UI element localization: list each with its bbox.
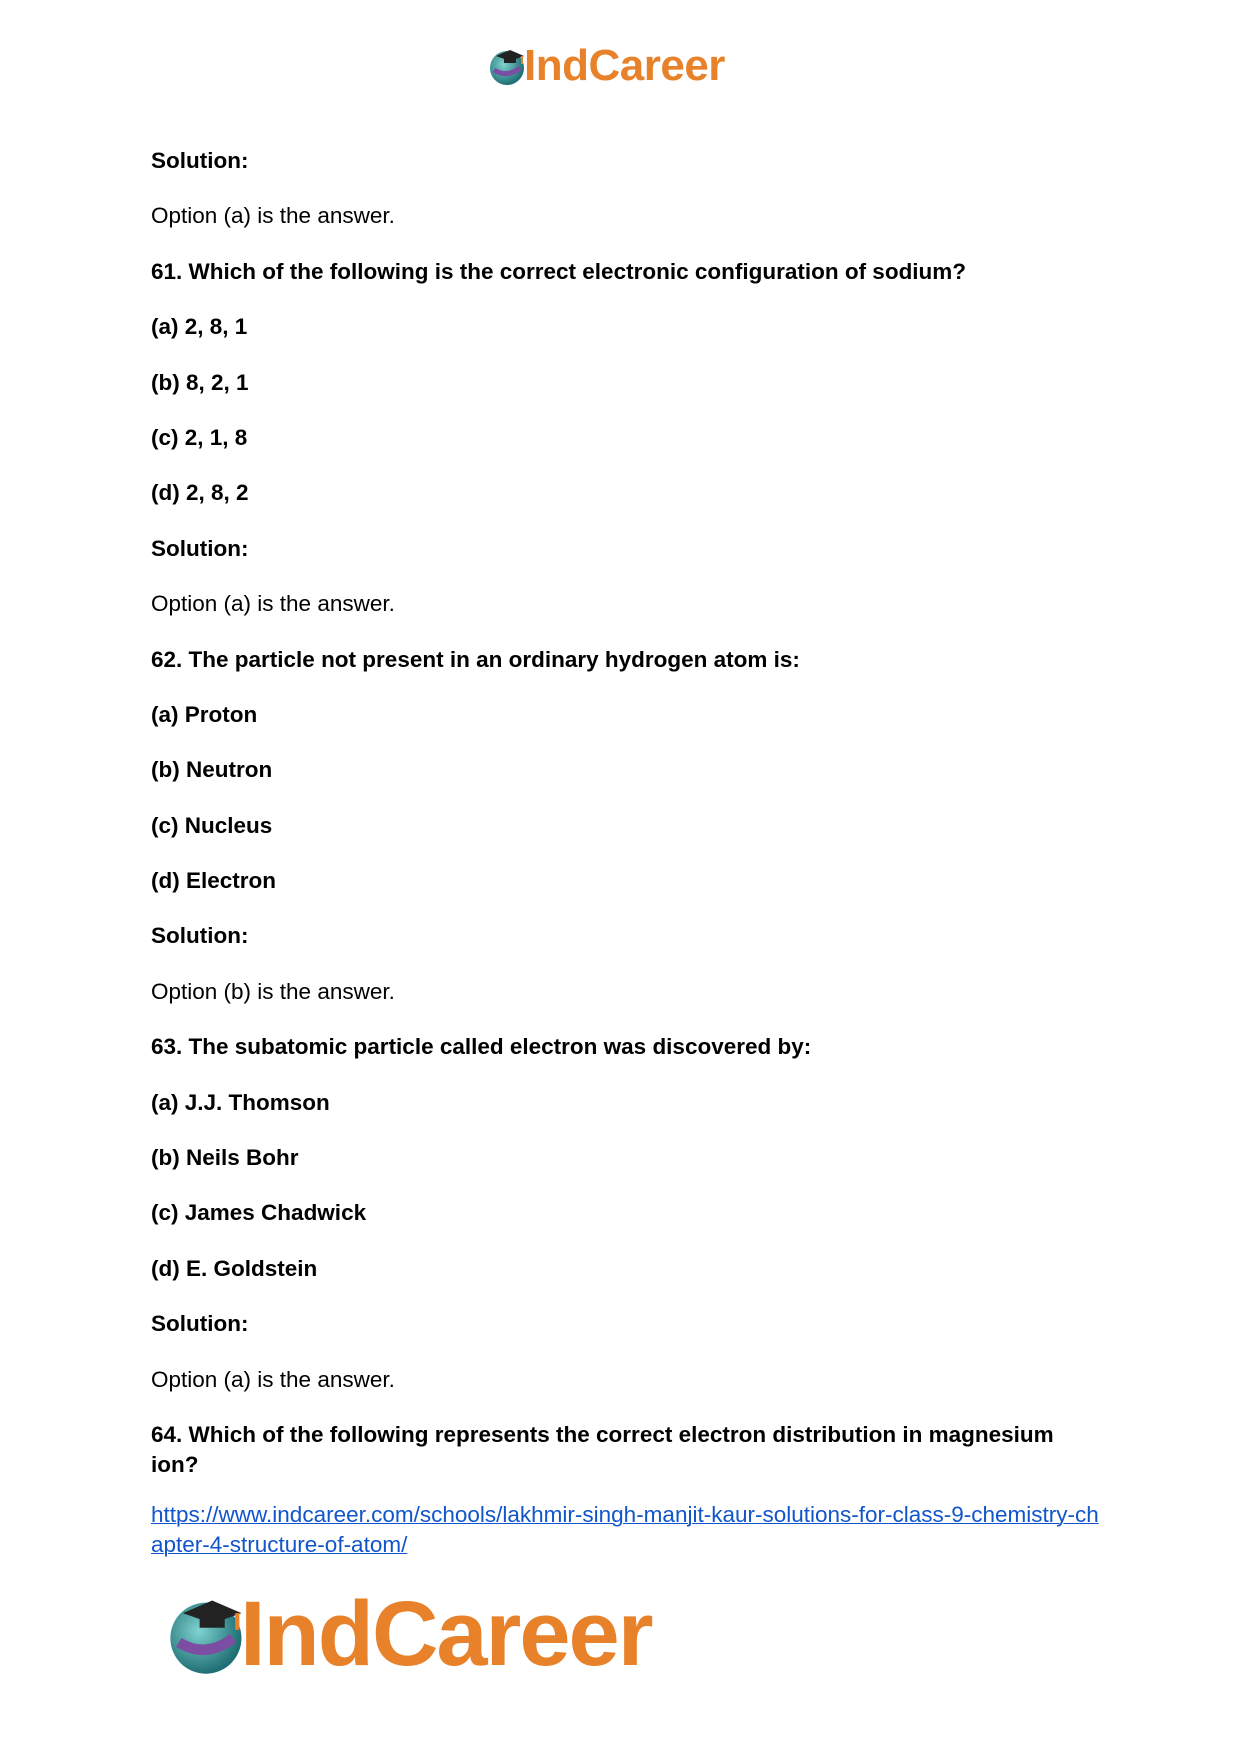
question-63: 63. The subatomic particle called electron was discovered by: bbox=[151, 1034, 812, 1060]
option-b: (b) Neutron bbox=[151, 757, 273, 783]
option-c: (c) James Chadwick bbox=[151, 1200, 367, 1226]
document-body bbox=[151, 146, 1101, 1560]
option-c: (c) Nucleus bbox=[151, 812, 273, 838]
header-logo bbox=[486, 41, 725, 90]
question-61: 61. Which of the following is the correct electronic configuration of sodium? bbox=[151, 258, 967, 284]
option-d: (d) E. Goldstein bbox=[151, 1255, 318, 1281]
option-c: (c) 2, 1, 8 bbox=[151, 424, 248, 450]
source-link[interactable]: https://www.indcareer.com/schools/lakhmir-singh-manjit-kaur-solutions-for-class-9-chemistry-chapter-4-structure-of-atom/ bbox=[151, 1501, 1099, 1557]
solution-label: Solution: bbox=[151, 535, 249, 561]
option-a: (a) J.J. Thomson bbox=[151, 1089, 330, 1115]
header-logo-text: IndCareer bbox=[524, 41, 725, 90]
option-a: (a) Proton bbox=[151, 701, 258, 727]
option-d: (d) Electron bbox=[151, 868, 277, 894]
solution-label: Solution: bbox=[151, 1311, 249, 1337]
answer-text: Option (a) is the answer. bbox=[151, 203, 395, 229]
option-b: (b) Neils Bohr bbox=[151, 1145, 299, 1171]
answer-text: Option (b) is the answer. bbox=[151, 978, 395, 1004]
footer-logo-text: IndCareer bbox=[240, 1583, 652, 1685]
footer-logo bbox=[162, 1583, 652, 1685]
question-64: 64. Which of the following represents the correct electron distribution in magnesium ion? bbox=[151, 1421, 1054, 1477]
answer-text: Option (a) is the answer. bbox=[151, 591, 395, 617]
option-d: (d) 2, 8, 2 bbox=[151, 480, 249, 506]
question-62: 62. The particle not present in an ordinary hydrogen atom is: bbox=[151, 646, 800, 672]
solution-label: Solution: bbox=[151, 148, 249, 173]
option-a: (a) 2, 8, 1 bbox=[151, 314, 248, 340]
solution-label: Solution: bbox=[151, 923, 249, 949]
option-b: (b) 8, 2, 1 bbox=[151, 369, 249, 395]
answer-text: Option (a) is the answer. bbox=[151, 1366, 395, 1392]
